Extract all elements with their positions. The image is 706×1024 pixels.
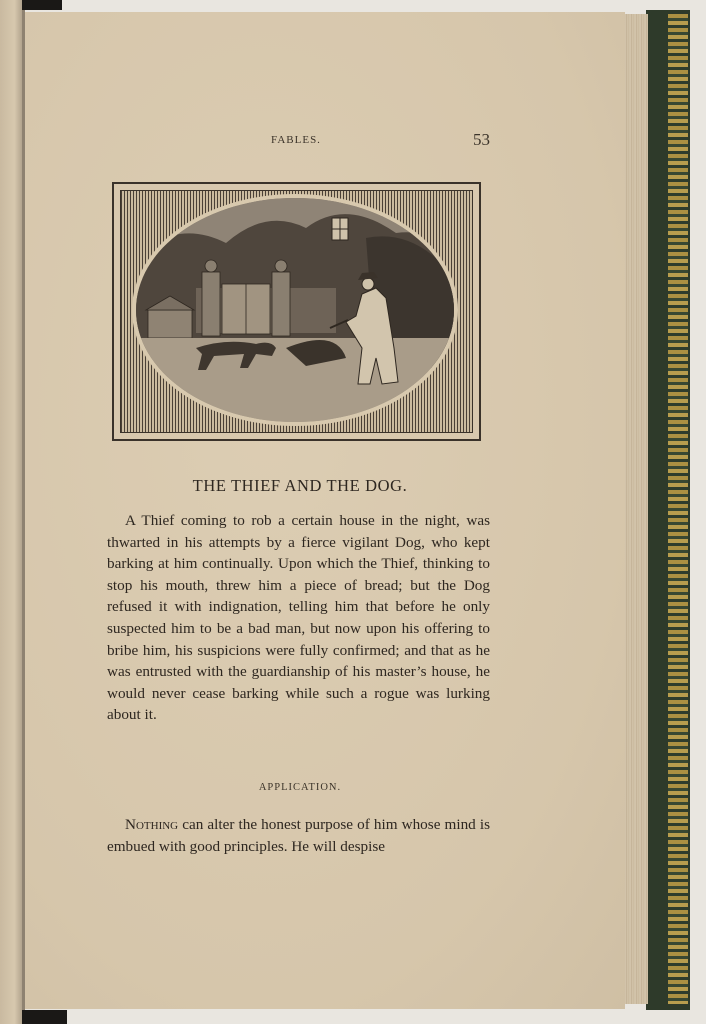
running-head-title: FABLES.	[271, 134, 321, 146]
fable-body	[107, 510, 490, 726]
page-stack-edges	[622, 14, 648, 1004]
page-number: 53	[473, 130, 490, 149]
gilt-border-decoration	[668, 14, 688, 1004]
application-heading: APPLICATION.	[258, 782, 342, 793]
fable-paragraph: A Thief coming to rob a certain house in the night, was thwarted in his attempts by a fierce vigilant Dog, who kept barking at him continually. Upon which the Thief, thinking to stop his mouth, threw him a piece of bread; but the Dog refused it with indignation, telling him that before he only suspected him to be a bad man, but now upon his offering to bribe him, his suspicions were fully confirmed; and that as he was entrusted with the guardianship of his master’s house, he would never cease barking while such a rogue was lurking about it.	[107, 512, 490, 724]
engraving-illustration	[112, 182, 481, 441]
application-lead-word: Nothing	[125, 816, 179, 833]
fable-title: THE THIEF AND THE DOG.	[192, 476, 408, 495]
engraving-scene	[136, 198, 454, 422]
background-shadow-bottom	[22, 1010, 67, 1024]
application-text: can alter the honest purpose of him whose mind is embued with good principles. He will despise	[107, 816, 490, 855]
background-shadow-top	[22, 0, 62, 10]
application-body	[107, 814, 490, 857]
running-head	[100, 132, 492, 152]
left-page-edge	[0, 0, 24, 1024]
application-paragraph	[107, 814, 490, 857]
thief-and-dog-scene-icon	[136, 198, 454, 422]
